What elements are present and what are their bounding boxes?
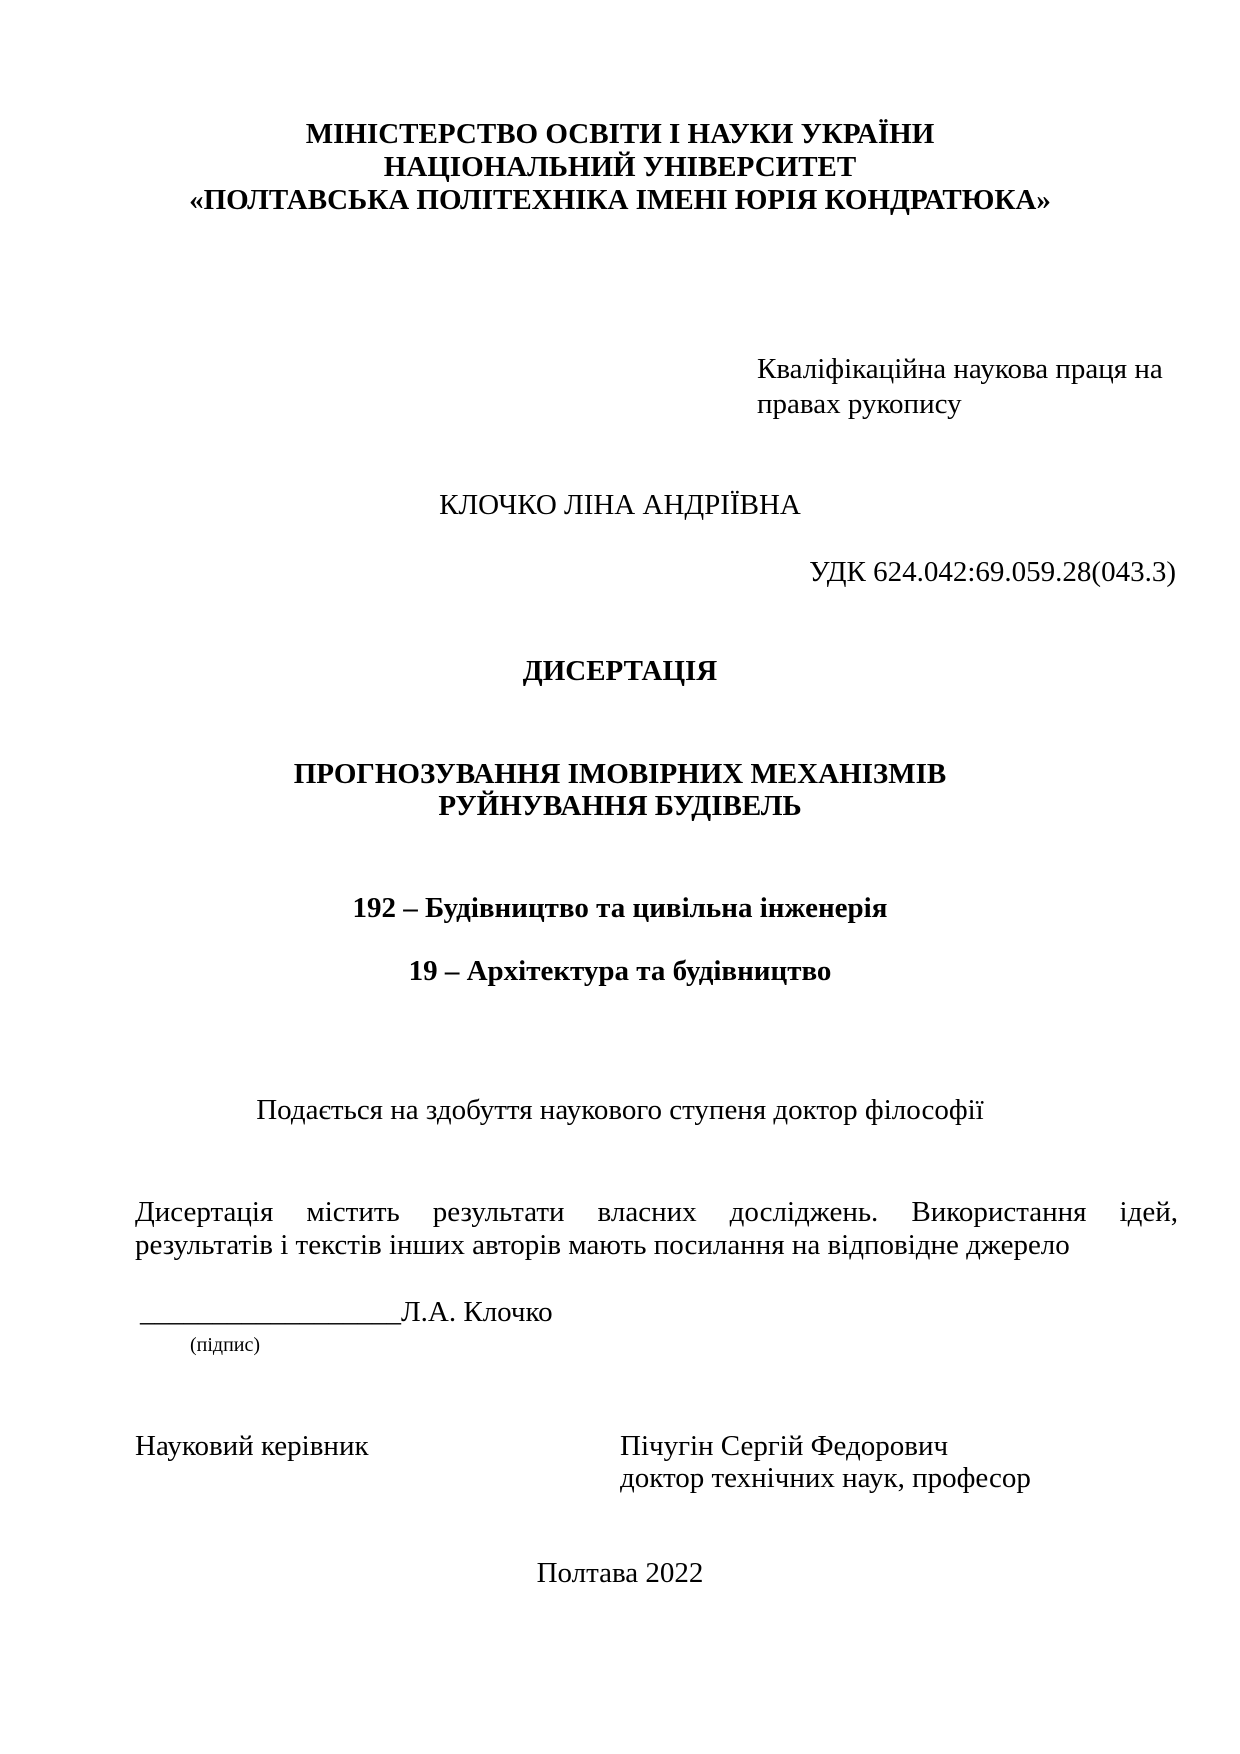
qualification-note-line-1: Кваліфікаційна наукова праця на [757, 353, 1163, 385]
city-year: Полтава 2022 [536, 1557, 704, 1589]
ministry-line-1: МІНІСТЕРСТВО ОСВІТИ І НАУКИ УКРАЇНИ [305, 118, 935, 150]
signature-caption: (підпис) [190, 1334, 261, 1356]
ministry-header [0, 118, 1240, 217]
supervisor-block [620, 1430, 1031, 1494]
supervisor-label: Науковий керівник [135, 1430, 369, 1462]
submission-statement: Подається на здобуття наукового ступеня доктор філософії [256, 1094, 984, 1126]
qualification-note [757, 352, 1163, 422]
signature-row [140, 1296, 553, 1329]
dissertation-title-line-1: ПРОГНОЗУВАННЯ ІМОВІРНИХ МЕХАНІЗМІВ [293, 758, 947, 790]
supervisor-degree: доктор технічних наук, професор [620, 1462, 1031, 1494]
specialty-code: 192 – Будівництво та цивільна інженерія [352, 892, 888, 924]
declaration-paragraph [135, 1196, 1178, 1262]
qualification-note-line-2: правах рукопису [757, 388, 962, 420]
dissertation-title-line-2: РУЙНУВАННЯ БУДІВЕЛЬ [438, 790, 802, 822]
document-type-heading: ДИСЕРТАЦІЯ [522, 655, 718, 687]
university-name: «ПОЛТАВСЬКА ПОЛІТЕХНІКА ІМЕНІ ЮРІЯ КОНДРАТЮКА» [189, 184, 1051, 216]
ministry-line-2: НАЦІОНАЛЬНИЙ УНІВЕРСИТЕТ [383, 151, 857, 183]
dissertation-title [0, 758, 1240, 822]
field-code: 19 – Архітектура та будівництво [408, 955, 832, 987]
declaration-line-1: Дисертація містить результати власних досліджень. Використання ідей, [135, 1196, 1178, 1228]
udk-code: УДК 624.042:69.059.28(043.3) [809, 556, 1176, 588]
signature-name: Л.А. Клочко [401, 1296, 553, 1328]
supervisor-name: Пічугін Сергій Федорович [620, 1430, 949, 1462]
author-name: КЛОЧКО ЛІНА АНДРІЇВНА [439, 489, 801, 521]
signature-blank-line: __________________ [140, 1296, 401, 1328]
declaration-line-2: результатів і текстів інших авторів мають посилання на відповідне джерело [135, 1229, 1070, 1261]
